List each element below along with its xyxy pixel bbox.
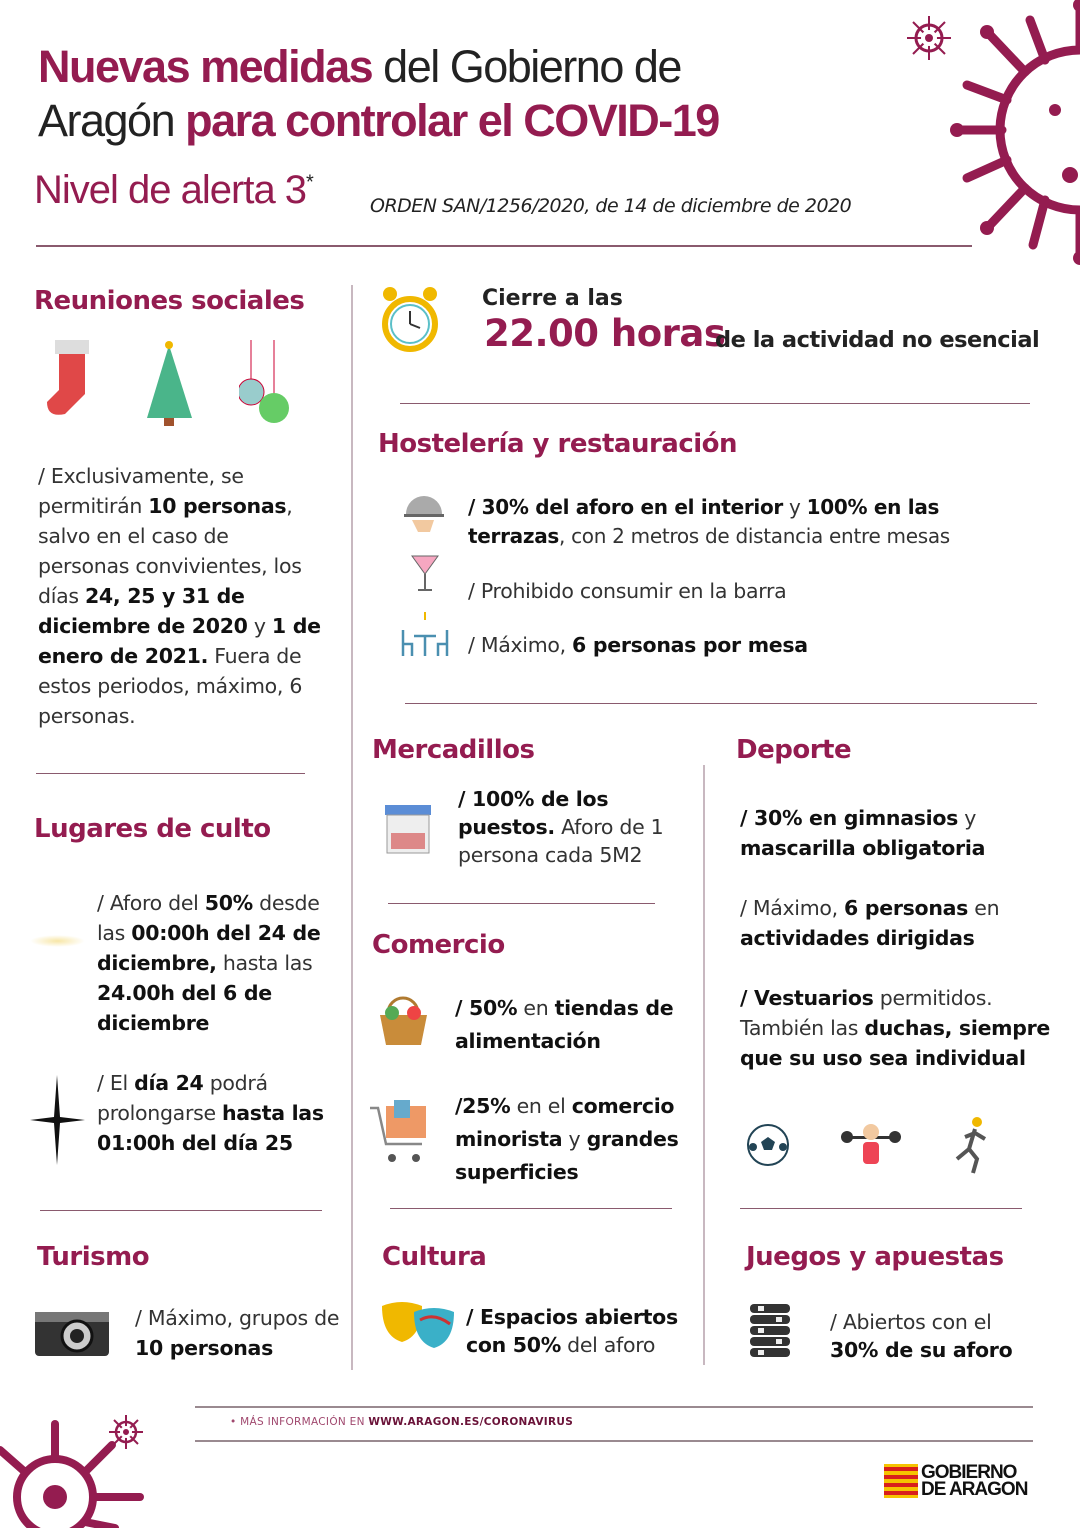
camera-icon — [35, 1308, 110, 1356]
logo-line-2: DE ARAGON — [921, 1479, 1028, 1500]
text-segment: , con 2 metros de distancia entre mesas — [559, 524, 950, 548]
text-segment: actividades dirigidas — [740, 926, 975, 950]
hosteleria-item-1 — [468, 493, 1038, 551]
footer-divider-top — [195, 1406, 1033, 1408]
theater-masks-icon — [380, 1300, 458, 1355]
shopping-cart-icon — [368, 1100, 433, 1165]
comercio-item-1 — [455, 992, 695, 1058]
soccer-ball-icon — [745, 1122, 791, 1168]
more-info: • MÁS INFORMACIÓN EN WWW.ARAGON.ES/CORONAVIRUS — [230, 1416, 574, 1428]
section-divider — [390, 1208, 672, 1209]
footer-divider-bottom — [195, 1440, 1033, 1442]
text-segment: para controlar el COVID-19 — [185, 95, 719, 146]
turismo-text — [135, 1303, 345, 1363]
text-segment: / 30% del aforo en el interior — [468, 495, 783, 519]
text-segment: 30% de su aforo — [830, 1338, 1013, 1362]
culto-item-1 — [97, 888, 347, 1038]
serving-tray-icon — [402, 490, 447, 535]
text-segment: 00:00h del 24 de diciembre, — [97, 921, 321, 975]
cultura-text — [466, 1303, 696, 1359]
text-segment: 6 personas — [844, 896, 969, 920]
cierre-line-1: Cierre a las — [482, 286, 623, 311]
section-divider — [388, 903, 655, 904]
hosteleria-item-3 — [468, 630, 808, 660]
deporte-item-1 — [740, 803, 1050, 863]
section-title-culto: Lugares de culto — [34, 814, 271, 844]
sports-icons — [745, 1115, 991, 1175]
section-title-reuniones: Reuniones sociales — [34, 286, 305, 316]
deporte-item-3 — [740, 983, 1060, 1073]
market-stall-icon — [383, 803, 433, 855]
text-segment: / Máximo, — [740, 896, 845, 920]
text-segment: en el — [510, 1094, 572, 1118]
comercio-item-2 — [455, 1090, 700, 1189]
text-segment: y — [783, 495, 807, 519]
text-segment: / 100% de los puestos. — [458, 787, 609, 839]
column-divider — [703, 765, 705, 1365]
alert-level-text: Nivel de alerta 3 — [34, 168, 307, 212]
page-title — [38, 40, 719, 148]
cocktail-icon — [410, 550, 440, 595]
juegos-text — [830, 1308, 1030, 1364]
text-segment: del Gobierno de — [372, 41, 681, 92]
text-segment: día 24 — [134, 1071, 204, 1095]
text-segment: en — [517, 996, 555, 1020]
weightlifting-icon — [841, 1120, 901, 1170]
text-segment: / Prohibido consumir en la barra — [468, 579, 787, 603]
text-segment: Fuera de estos periodos, máximo, 6 personas. — [38, 644, 303, 728]
cierre-line-2: de la actividad no esencial — [715, 327, 1040, 353]
section-title-comercio: Comercio — [372, 930, 505, 960]
alarm-clock-icon — [380, 284, 440, 359]
section-title-deporte: Deporte — [736, 735, 852, 765]
section-divider — [740, 1208, 1022, 1209]
text-segment: / Máximo, grupos de — [135, 1306, 340, 1330]
reuniones-text — [38, 461, 323, 731]
aragon-flag-icon — [884, 1464, 918, 1498]
more-info-link[interactable]: WWW.ARAGON.ES/CORONAVIRUS — [368, 1416, 574, 1428]
alert-level — [34, 168, 313, 213]
christmas-icons — [45, 340, 294, 428]
text-segment: / El — [97, 1071, 135, 1095]
section-divider — [36, 773, 305, 774]
text-segment: 10 personas — [135, 1336, 273, 1360]
text-segment: / Máximo, — [468, 633, 573, 657]
text-segment: 50% — [204, 891, 253, 915]
text-segment: , salvo en el caso de personas convivientes, los días — [38, 494, 302, 608]
cierre-time: 22.00 horas — [484, 312, 726, 355]
text-segment: / 50% — [455, 996, 518, 1020]
text-segment: desde las — [97, 891, 320, 945]
column-divider — [351, 285, 353, 1370]
section-title-turismo: Turismo — [37, 1242, 150, 1272]
title-line-1 — [38, 40, 719, 94]
text-segment: tiendas de alimentación — [455, 996, 674, 1053]
christmas-ornaments-icon — [239, 340, 294, 428]
table-chairs-icon — [400, 612, 450, 657]
text-segment: 24, 25 y 31 de diciembre de 2020 — [38, 584, 248, 638]
section-title-hosteleria: Hostelería y restauración — [378, 429, 738, 459]
text-segment: 24.00h del 6 de diciembre — [97, 981, 272, 1035]
text-segment: / Aforo del — [97, 891, 205, 915]
text-segment: y — [562, 1127, 587, 1151]
text-segment: y — [247, 614, 272, 638]
text-segment: / Espacios abiertos con 50% — [466, 1305, 678, 1357]
section-divider — [40, 1210, 322, 1211]
section-title-juegos: Juegos y apuestas — [746, 1242, 1004, 1272]
text-segment: / Exclusivamente, se permitirán — [38, 464, 244, 518]
deporte-item-2 — [740, 893, 1050, 953]
text-segment: comercio minorista — [455, 1094, 675, 1151]
text-segment: 100% en las terrazas — [468, 495, 940, 548]
small-virus-bottom-icon — [108, 1414, 144, 1450]
header-divider — [36, 245, 972, 247]
text-segment: hasta las — [216, 951, 313, 975]
section-divider — [405, 703, 1037, 704]
text-segment: hasta las 01:00h del día 25 — [97, 1101, 324, 1155]
text-segment: y — [958, 806, 977, 830]
candle-light-icon — [30, 935, 85, 947]
text-segment: duchas, siempre que su uso sea individual — [740, 1016, 1051, 1070]
text-segment: / 30% en gimnasios — [740, 806, 959, 830]
text-segment: podrá prolongarse — [97, 1071, 268, 1125]
text-segment: /25% — [455, 1094, 511, 1118]
alert-footnote-mark: * — [306, 171, 313, 194]
mercadillos-text — [458, 785, 688, 869]
christmas-tree-icon — [142, 340, 197, 428]
more-info-label: MÁS INFORMACIÓN EN — [240, 1416, 369, 1428]
text-segment: del aforo — [560, 1333, 656, 1357]
text-segment: 6 personas por mesa — [572, 633, 808, 657]
text-segment: en — [968, 896, 1000, 920]
order-reference: ORDEN SAN/1256/2020, de 14 de diciembre de 2020 — [370, 195, 852, 217]
section-divider — [400, 403, 1030, 404]
logo-line-1: GOBIERNO — [921, 1462, 1017, 1483]
virus-decoration-icon — [945, 0, 1080, 265]
runner-icon — [951, 1115, 991, 1175]
text-segment: grandes superficies — [455, 1127, 679, 1184]
text-segment: Aforo de 1 persona cada 5M2 — [458, 815, 664, 867]
star-icon — [30, 1075, 85, 1165]
text-segment: 1 de enero de 2021. — [38, 614, 321, 668]
christmas-stocking-icon — [45, 340, 100, 425]
small-virus-icon — [905, 14, 953, 62]
text-segment: Aragón — [38, 95, 186, 146]
gobierno-aragon-logo — [884, 1464, 1027, 1498]
section-title-cultura: Cultura — [382, 1242, 487, 1272]
text-segment: / Vestuarios — [740, 986, 874, 1010]
title-line-2 — [38, 94, 719, 148]
text-segment: Nuevas medidas — [38, 41, 373, 92]
section-title-mercadillos: Mercadillos — [372, 735, 535, 765]
text-segment: / Abiertos con el — [830, 1310, 992, 1334]
casino-chips-icon — [748, 1302, 792, 1357]
culto-item-2 — [97, 1068, 347, 1158]
hosteleria-item-2 — [468, 576, 786, 606]
text-segment: permitidos. También las — [740, 986, 993, 1040]
text-segment: 10 personas — [148, 494, 287, 518]
text-segment: mascarilla obligatoria — [740, 836, 986, 860]
food-basket-icon — [376, 993, 431, 1048]
